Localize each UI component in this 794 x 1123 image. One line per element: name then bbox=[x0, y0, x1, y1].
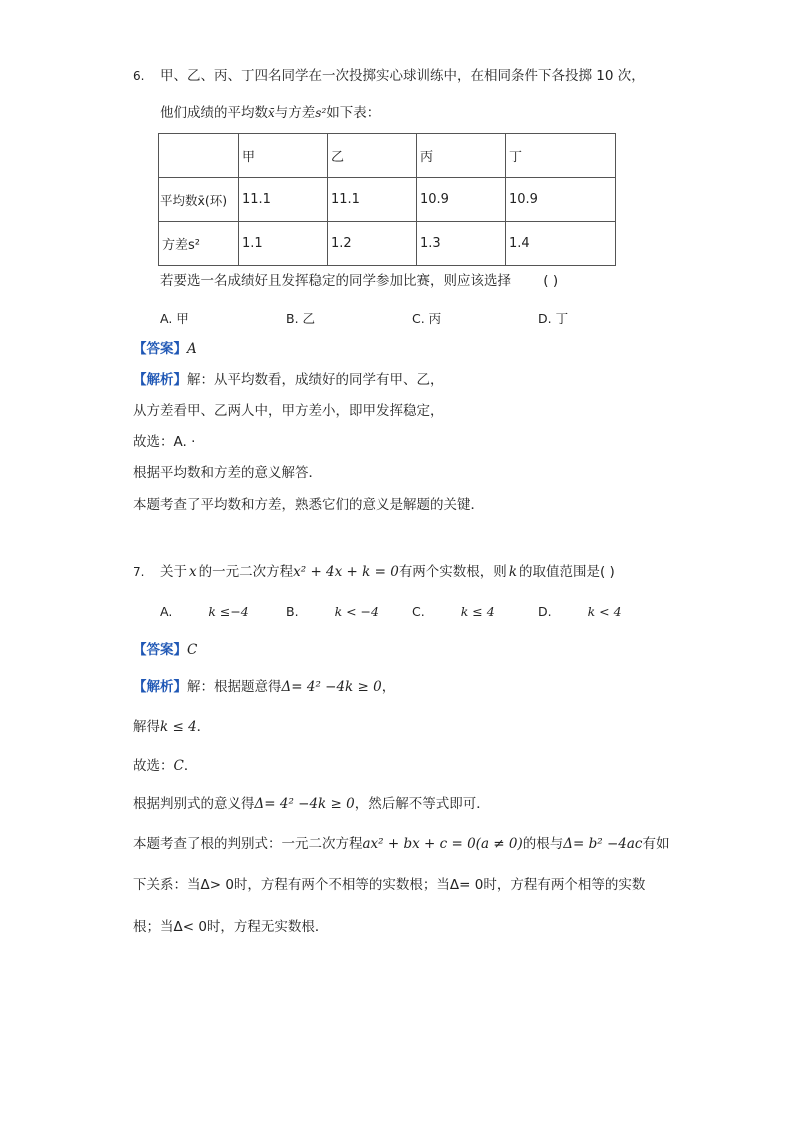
q7-equation: x² + 4x + k = 0 bbox=[293, 564, 399, 580]
math-expression: (a ≠ 0) bbox=[475, 836, 523, 852]
q6-answer bbox=[133, 339, 197, 359]
q7-stem-mid2: 有两个实数根，则 bbox=[398, 564, 507, 580]
math-expression: Δ= 4² −4k ≥ 0 bbox=[254, 796, 355, 812]
option-value: k < −4 bbox=[334, 604, 379, 619]
analysis-label: 【解析】 bbox=[133, 679, 187, 695]
q6-question bbox=[160, 271, 558, 291]
math-expression: Δ= 4² −4k ≥ 0 bbox=[281, 679, 382, 695]
q7-stem-post: 的取值范围是( ) bbox=[519, 564, 615, 580]
q6-stem-line2-post: 如下表： bbox=[326, 105, 381, 121]
table-cell: 1.2 bbox=[328, 222, 417, 266]
table-header-cell: 甲 bbox=[239, 134, 328, 178]
table-row bbox=[159, 178, 616, 222]
table-cell: 11.1 bbox=[328, 178, 417, 222]
text: ，然后解不等式即可． bbox=[354, 796, 490, 812]
q6-stem-line2-pre: 他们成绩的平均数 bbox=[160, 105, 268, 121]
answer-label: 【答案】 bbox=[133, 341, 187, 357]
option-value: k ≤−4 bbox=[208, 604, 249, 619]
table-cell: 10.9 bbox=[417, 178, 506, 222]
math-expression: C bbox=[173, 758, 184, 774]
q6-question-text: 若要选一名成绩好且发挥稳定的同学参加比赛，则应该选择 bbox=[160, 273, 511, 289]
q6-stem-text: 甲、乙、丙、丁四名同学在一次投掷实心球训练中，在相同条件下各投掷 10 次， bbox=[160, 68, 645, 84]
text: ． bbox=[196, 719, 211, 735]
table-row-label: 方差s² bbox=[159, 222, 239, 266]
q7-analysis-line3 bbox=[133, 756, 197, 776]
q7-option-c bbox=[412, 604, 495, 619]
q6-option-a: A. 甲 bbox=[160, 311, 189, 326]
table-cell: 1.1 bbox=[239, 222, 328, 266]
option-letter: D. bbox=[538, 604, 552, 619]
table-header-row bbox=[159, 134, 616, 178]
table-row-label: 平均数x̄(环) bbox=[159, 178, 239, 222]
q7-option-a bbox=[160, 604, 249, 619]
text: ． bbox=[183, 758, 198, 774]
q6-option-c: C. 丙 bbox=[412, 311, 442, 326]
q6-answer-value: A bbox=[187, 341, 197, 357]
q6-analysis-text: 解：从平均数看，成绩好的同学有甲、乙， bbox=[187, 372, 444, 388]
q7-stem-pre: 关于 bbox=[160, 564, 187, 580]
q6-stem-line2-mid: 与方差 bbox=[274, 105, 316, 121]
q7-variable-x: x bbox=[189, 564, 197, 580]
q7-analysis-line7: 根；当Δ< 0时，方程无实数根． bbox=[133, 919, 329, 935]
q7-option-b bbox=[286, 604, 379, 619]
text: 解得 bbox=[133, 719, 160, 735]
q6-score-table bbox=[158, 133, 616, 266]
q7-answer-value: C bbox=[187, 642, 198, 658]
text: 有如 bbox=[642, 836, 670, 852]
option-value: k ≤ 4 bbox=[460, 604, 495, 619]
table-cell: 1.4 bbox=[506, 222, 616, 266]
q7-number: 7. bbox=[133, 565, 145, 579]
q6-stem-line1 bbox=[133, 66, 645, 86]
table-header-cell: 丁 bbox=[506, 134, 616, 178]
table-cell: 1.3 bbox=[417, 222, 506, 266]
table-cell: 10.9 bbox=[506, 178, 616, 222]
q6-analysis-line3: 故选：A. · bbox=[133, 434, 196, 450]
q6-stem-line2 bbox=[160, 103, 380, 123]
text: 本题考查了根的判别式：一元二次方程 bbox=[133, 836, 363, 852]
q7-stem bbox=[133, 562, 615, 582]
q7-option-d bbox=[538, 604, 622, 619]
analysis-label: 【解析】 bbox=[133, 372, 187, 388]
q6-analysis-line1 bbox=[133, 370, 444, 390]
math-expression: Δ= b² −4ac bbox=[563, 836, 643, 852]
q6-answer-blank: ( ) bbox=[543, 273, 559, 289]
q7-stem-mid: 的一元二次方程 bbox=[198, 564, 294, 580]
q6-option-b: B. 乙 bbox=[286, 311, 316, 326]
q7-analysis-line2 bbox=[133, 717, 210, 737]
q6-number: 6. bbox=[133, 69, 145, 83]
q7-variable-k: k bbox=[508, 564, 517, 580]
q7-analysis-line6: 下关系：当Δ> 0时，方程有两个不相等的实数根；当Δ= 0时，方程有两个相等的实数 bbox=[133, 877, 646, 893]
q6-analysis-line5: 本题考查了平均数和方差，熟悉它们的意义是解题的关键． bbox=[133, 497, 484, 513]
text: 解：根据题意得 bbox=[187, 679, 282, 695]
answer-label: 【答案】 bbox=[133, 642, 187, 658]
text: 的根与 bbox=[522, 836, 564, 852]
table-header-cell: 乙 bbox=[328, 134, 417, 178]
option-letter: C. bbox=[412, 604, 425, 619]
text: 故选： bbox=[133, 758, 174, 774]
q6-mean-symbol: x̄ bbox=[268, 106, 275, 120]
table-header-cell bbox=[159, 134, 239, 178]
q6-option-d: D. 丁 bbox=[538, 311, 569, 326]
math-expression: k ≤ 4 bbox=[160, 719, 197, 735]
text: 根据判别式的意义得 bbox=[133, 796, 255, 812]
q7-analysis-line1 bbox=[133, 677, 395, 697]
option-letter: A. bbox=[160, 604, 173, 619]
q6-variance-symbol: s² bbox=[315, 106, 327, 120]
text: ， bbox=[381, 679, 396, 695]
table-row bbox=[159, 222, 616, 266]
q6-analysis-line2: 从方差看甲、乙两人中，甲方差小，即甲发挥稳定， bbox=[133, 403, 444, 419]
table-header-cell: 丙 bbox=[417, 134, 506, 178]
option-letter: B. bbox=[286, 604, 299, 619]
q7-analysis-line5 bbox=[133, 834, 669, 854]
q7-answer bbox=[133, 640, 197, 660]
option-value: k < 4 bbox=[587, 604, 622, 619]
q7-analysis-line4 bbox=[133, 794, 490, 814]
math-expression: ax² + bx + c = 0 bbox=[362, 836, 476, 852]
table-cell: 11.1 bbox=[239, 178, 328, 222]
q6-analysis-line4: 根据平均数和方差的意义解答． bbox=[133, 465, 322, 481]
